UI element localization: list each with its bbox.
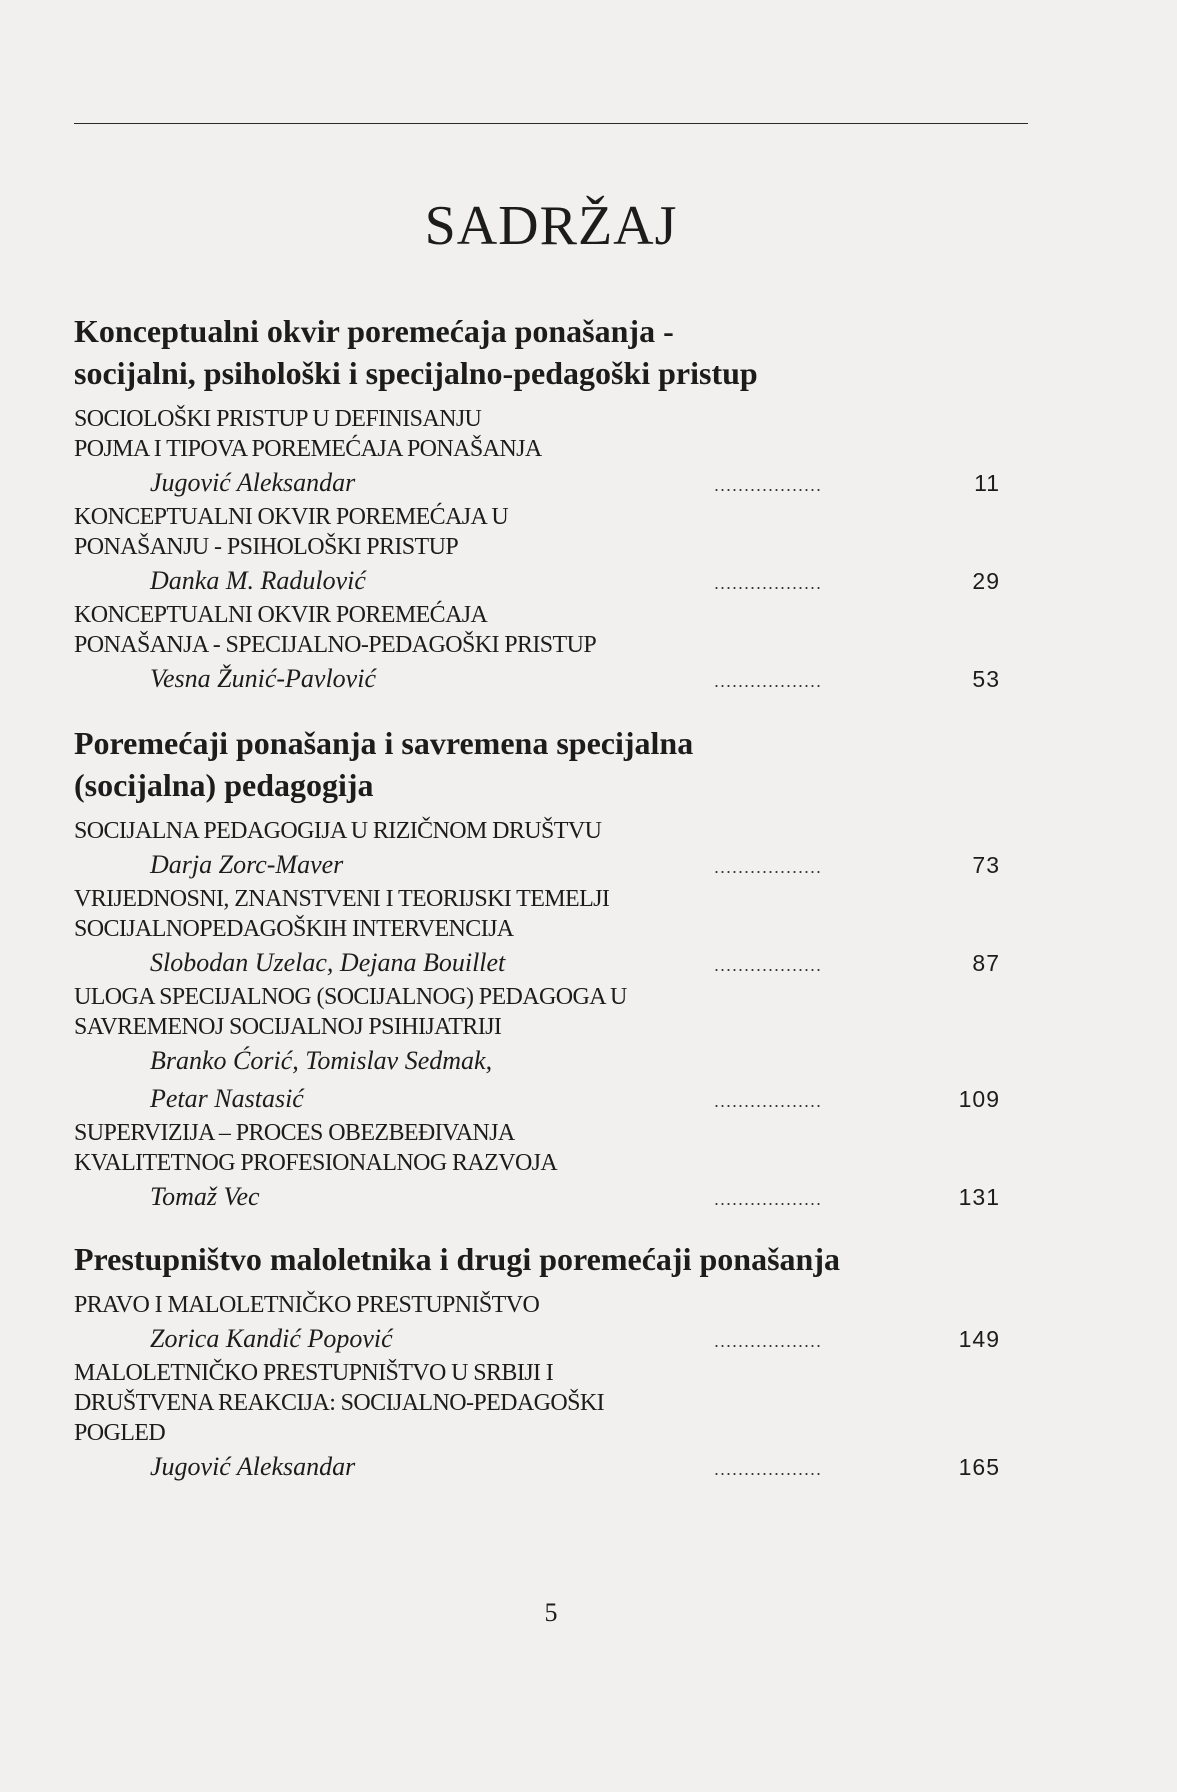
page-title: SADRŽAJ	[424, 194, 678, 257]
entry-author: Petar Nastasić	[150, 1084, 304, 1113]
toc-section	[74, 1238, 1034, 1486]
entry-author: Darja Zorc-Maver	[150, 850, 344, 879]
top-rule	[74, 123, 1028, 124]
entry-title-line: KONCEPTUALNI OKVIR POREMEĆAJA	[74, 602, 488, 628]
dot-leader: ..................	[714, 857, 823, 877]
entry-page-number: 53	[972, 666, 1000, 692]
dot-leader: ..................	[714, 671, 823, 691]
entry-page-number: 29	[972, 568, 1000, 594]
entry-page-number: 131	[958, 1184, 1000, 1210]
entry-author: Vesna Žunić-Pavlović	[150, 664, 376, 693]
section-title-line: socijalni, psihološki i specijalno-pedagoški pristup	[74, 355, 758, 391]
entry-title-line: SOCIJALNOPEDAGOŠKIH INTERVENCIJA	[74, 916, 514, 942]
dot-leader: ..................	[714, 1331, 823, 1351]
toc-section	[74, 310, 1034, 698]
entry-title-line: SOCIOLOŠKI PRISTUP U DEFINISANJU	[74, 406, 482, 432]
entry-author: Slobodan Uzelac, Dejana Bouillet	[150, 948, 506, 977]
entry-author: Danka M. Radulović	[150, 566, 366, 595]
entry-page-number: 11	[974, 470, 1000, 496]
dot-leader: ..................	[714, 573, 823, 593]
entry-title-line: SUPERVIZIJA – PROCES OBEZBEĐIVANJA	[74, 1120, 515, 1146]
page-number: 5	[544, 1598, 558, 1627]
entry-title-line: ULOGA SPECIJALNOG (SOCIJALNOG) PEDAGOGA U	[74, 984, 627, 1010]
entry-page-number: 165	[958, 1454, 1000, 1480]
entry-title-line: KVALITETNOG PROFESIONALNOG RAZVOJA	[74, 1150, 558, 1176]
entry-author: Jugović Aleksandar	[150, 468, 356, 497]
entry-author-row	[74, 464, 1034, 502]
toc-entry[interactable]	[74, 884, 1034, 982]
entry-title-line: DRUŠTVENA REAKCIJA: SOCIJALNO-PEDAGOŠKI	[74, 1390, 604, 1416]
entry-title-line: MALOLETNIČKO PRESTUPNIŠTVO U SRBIJI I	[74, 1360, 554, 1386]
entry-author: Zorica Kandić Popović	[150, 1324, 393, 1353]
toc-entry[interactable]	[74, 502, 1034, 600]
entry-author-row	[74, 944, 1034, 982]
entry-author-row	[74, 562, 1034, 600]
dot-leader: ..................	[714, 475, 823, 495]
toc-entry[interactable]	[74, 1118, 1034, 1216]
toc-section	[74, 722, 1034, 1216]
entry-author: Jugović Aleksandar	[150, 1452, 356, 1481]
entry-title-line: VRIJEDNOSNI, ZNANSTVENI I TEORIJSKI TEMELJI	[74, 886, 610, 912]
entry-title-line: PONAŠANJU - PSIHOLOŠKI PRISTUP	[74, 534, 459, 560]
dot-leader: ..................	[714, 1459, 823, 1479]
entry-author-row	[74, 1178, 1034, 1216]
entry-author-row	[74, 1320, 1034, 1358]
entry-author: Tomaž Vec	[150, 1182, 260, 1211]
section-title-line: (socijalna) pedagogija	[74, 767, 374, 803]
toc-entry[interactable]	[74, 600, 1034, 698]
dot-leader: ..................	[714, 1189, 823, 1209]
section-title-line: Poremećaji ponašanja i savremena specijalna	[74, 725, 694, 761]
entry-title-line: SAVREMENOJ SOCIJALNOJ PSIHIJATRIJI	[74, 1014, 502, 1040]
entry-author-row	[74, 846, 1034, 884]
toc-entry[interactable]	[74, 816, 1034, 884]
toc-entry[interactable]	[74, 982, 1034, 1118]
entry-author-row	[74, 1080, 1034, 1118]
entry-page-number: 109	[958, 1086, 1000, 1112]
entry-page-number: 73	[972, 852, 1000, 878]
section-title-line: Prestupništvo maloletnika i drugi poremećaji ponašanja	[74, 1241, 840, 1277]
toc-entry[interactable]	[74, 1358, 1034, 1486]
entry-title-line: PRAVO I MALOLETNIČKO PRESTUPNIŠTVO	[74, 1292, 540, 1318]
entry-title-line: POGLED	[74, 1420, 166, 1446]
dot-leader: ..................	[714, 955, 823, 975]
toc-entry[interactable]	[74, 404, 1034, 502]
entry-page-number: 87	[972, 950, 1000, 976]
section-title-line: Konceptualni okvir poremećaja ponašanja -	[74, 313, 674, 349]
entry-title-line: POJMA I TIPOVA POREMEĆAJA PONAŠANJA	[74, 436, 542, 462]
dot-leader: ..................	[714, 1091, 823, 1111]
entry-author-row	[74, 660, 1034, 698]
entry-page-number: 149	[958, 1326, 1000, 1352]
entry-title-line: KONCEPTUALNI OKVIR POREMEĆAJA U	[74, 504, 509, 530]
table-of-contents	[74, 310, 1034, 1486]
entry-author: Branko Ćorić, Tomislav Sedmak,	[150, 1046, 493, 1075]
entry-title-line: SOCIJALNA PEDAGOGIJA U RIZIČNOM DRUŠTVU	[74, 818, 602, 844]
entry-author-row	[74, 1448, 1034, 1486]
entry-title-line: PONAŠANJA - SPECIJALNO-PEDAGOŠKI PRISTUP	[74, 632, 597, 658]
toc-entry[interactable]	[74, 1290, 1034, 1358]
